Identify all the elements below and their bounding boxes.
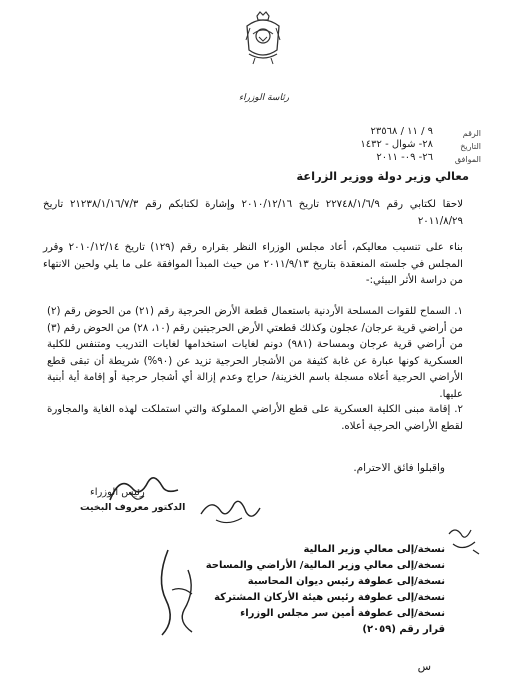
decision-number: قرار رقم (٢٠٥٩) bbox=[362, 624, 445, 635]
copy-recipient: نسخة/إلى عطوفة رئيس هيئة الأركان المشتركة bbox=[214, 592, 445, 603]
copy-recipient: نسخة/إلى عطوفة رئيس ديوان المحاسبة bbox=[247, 576, 445, 587]
addressee: معالي وزير دولة ووزير الزراعة bbox=[296, 169, 469, 183]
copy-recipient: نسخة/إلى معالي وزير المالية/ الأراضي والمساحة bbox=[205, 560, 445, 571]
closing-line: واقبلوا فائق الاحترام. bbox=[353, 462, 445, 474]
margin-note-scribble bbox=[445, 522, 485, 558]
signature-title: رئيس الوزراء bbox=[90, 487, 145, 498]
intro-paragraph: بناء على تنسيب معاليكم، أعاد مجلس الوزراء النظر بقراره رقم (١٢٩) تاريخ ٢٠١٠/١٢/١٤ وقرر المجلس في جلسته المنعقدة بتاريخ ٢٠١١/٩/١٣ من حيث المبدأ الموافقة على ما يلي ولحين الانتهاء من دراسة الأثر البيئي:- bbox=[43, 242, 463, 286]
decision-item-1: ١. السماح للقوات المسلحة الأردنية باستعمال قطعة الأرض الحرجية رقم (٢١) من الحوض رقم (٢) من أراضي قرية عرجان/ عجلون وكذلك قطعتي الأرض الحرجيتين رقم (١٠، ٢٨) من الحوض رقم (٣) من أراضي قرية عرجان وبمساحة (٩٨١) دونم لغايات استخدامها لغايات التدريب ومتنفس للكلية العسكرية كونها عبارة عن غابة كثيفة من الأشجار الحرجية تزيد عن (٩٠%) شريطة أن تبقى قطع الأراضي الحرجية أعلاه مسجلة باسم الخزينة/ حراج وعدم إزالة أي أشجار حرجية أو إقامة أية أبنية عليها. bbox=[47, 306, 464, 400]
date-label: التاريخ bbox=[460, 142, 481, 151]
references-paragraph: لاحقا لكتابي رقم ٢٢٧٤٨/١/٦/٩ تاريخ ٢٠١٠/١٢/١٦ وإشارة لكتابكم رقم ٢١٢٣٨/١/١٦/٧/٣ تاريخ ٢٠١١/٨/٢٩ bbox=[43, 199, 464, 227]
signature-name: الدكتور معروف البخيت bbox=[80, 502, 186, 513]
handwritten-initials bbox=[196, 494, 266, 528]
footer-mark: س bbox=[417, 660, 431, 673]
coat-of-arms-emblem bbox=[241, 10, 285, 68]
margin-scribble-left bbox=[148, 540, 218, 640]
decision-item-2: ٢. إقامة مبنى الكلية العسكرية على قطع الأراضي المملوكة والتي استملكت لهذه الغاية والمجاورة لقطع الأراضي الحرجية أعلاه. bbox=[47, 404, 463, 432]
hijri-date: ٢٨- شوال - ١٤٣٢ bbox=[360, 139, 433, 150]
copy-recipient: نسخة/إلى عطوفة أمين سر مجلس الوزراء bbox=[240, 608, 445, 619]
organization-name: رئاسة الوزراء bbox=[238, 93, 290, 103]
gregorian-date: ٢٦- ٠٩- ٢٠١١ bbox=[376, 152, 433, 163]
copy-recipient: نسخة/إلى معالي وزير المالية bbox=[303, 544, 445, 555]
ref-number: ٩ / ١١ / ٢٣٥٦٨ bbox=[370, 126, 433, 137]
ref-label: الرقم bbox=[462, 129, 481, 138]
equiv-label: الموافق bbox=[454, 155, 481, 164]
